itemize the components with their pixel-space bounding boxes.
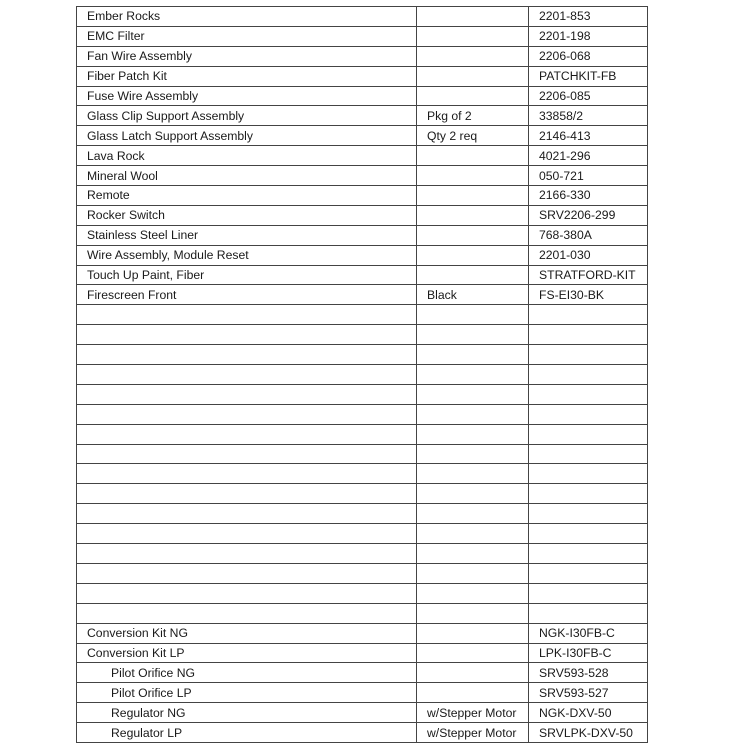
part-name-cell: Ember Rocks — [77, 7, 417, 27]
part-number-cell: FS-EI30-BK — [529, 285, 648, 305]
part-note-cell — [417, 683, 529, 703]
part-note-cell: w/Stepper Motor — [417, 723, 529, 743]
table-row — [77, 146, 648, 166]
table-row — [77, 444, 648, 464]
part-note-cell — [417, 484, 529, 504]
part-name-cell — [77, 484, 417, 504]
table-row — [77, 663, 648, 683]
part-number-cell: STRATFORD-KIT — [529, 265, 648, 285]
part-note-cell — [417, 205, 529, 225]
part-name-cell: Fan Wire Assembly — [77, 46, 417, 66]
table-row — [77, 245, 648, 265]
table-row — [77, 583, 648, 603]
table-row — [77, 603, 648, 623]
part-note-cell — [417, 66, 529, 86]
part-number-cell — [529, 365, 648, 385]
part-note-cell — [417, 643, 529, 663]
table-row — [77, 623, 648, 643]
part-name-cell — [77, 544, 417, 564]
part-name-cell — [77, 325, 417, 345]
part-note-cell — [417, 265, 529, 285]
table-row — [77, 166, 648, 186]
part-number-cell: SRV593-528 — [529, 663, 648, 683]
part-name-cell — [77, 524, 417, 544]
part-name-cell — [77, 464, 417, 484]
part-name-cell: Mineral Wool — [77, 166, 417, 186]
part-number-cell — [529, 305, 648, 325]
part-note-cell — [417, 166, 529, 186]
part-number-cell: NGK-I30FB-C — [529, 623, 648, 643]
part-name-cell — [77, 563, 417, 583]
table-row — [77, 563, 648, 583]
part-number-cell — [529, 583, 648, 603]
part-note-cell — [417, 623, 529, 643]
part-number-cell: LPK-I30FB-C — [529, 643, 648, 663]
part-number-cell: 2166-330 — [529, 186, 648, 206]
part-name-cell: Regulator NG — [77, 703, 417, 723]
table-row — [77, 404, 648, 424]
part-number-cell — [529, 563, 648, 583]
part-number-cell: 4021-296 — [529, 146, 648, 166]
part-note-cell: Pkg of 2 — [417, 106, 529, 126]
part-number-cell — [529, 325, 648, 345]
part-note-cell — [417, 305, 529, 325]
part-name-cell — [77, 424, 417, 444]
part-note-cell: w/Stepper Motor — [417, 703, 529, 723]
part-name-cell — [77, 504, 417, 524]
table-row — [77, 26, 648, 46]
part-name-cell — [77, 444, 417, 464]
table-row — [77, 424, 648, 444]
part-note-cell — [417, 563, 529, 583]
part-note-cell — [417, 345, 529, 365]
part-name-cell: Conversion Kit NG — [77, 623, 417, 643]
part-name-cell — [77, 384, 417, 404]
table-row — [77, 126, 648, 146]
part-name-cell: Conversion Kit LP — [77, 643, 417, 663]
part-number-cell — [529, 484, 648, 504]
table-row — [77, 683, 648, 703]
table-row — [77, 106, 648, 126]
part-note-cell — [417, 384, 529, 404]
part-name-cell: EMC Filter — [77, 26, 417, 46]
part-number-cell: PATCHKIT-FB — [529, 66, 648, 86]
part-note-cell — [417, 544, 529, 564]
part-number-cell: 050-721 — [529, 166, 648, 186]
part-name-cell: Glass Clip Support Assembly — [77, 106, 417, 126]
part-note-cell — [417, 365, 529, 385]
part-name-cell: Rocker Switch — [77, 205, 417, 225]
part-number-cell: 2201-853 — [529, 7, 648, 27]
part-name-cell: Regulator LP — [77, 723, 417, 743]
part-note-cell — [417, 424, 529, 444]
part-name-cell — [77, 404, 417, 424]
part-note-cell — [417, 7, 529, 27]
part-note-cell — [417, 186, 529, 206]
parts-table — [76, 6, 648, 743]
part-name-cell: Pilot Orifice NG — [77, 663, 417, 683]
part-note-cell: Qty 2 req — [417, 126, 529, 146]
part-name-cell: Remote — [77, 186, 417, 206]
part-number-cell: 768-380A — [529, 225, 648, 245]
part-name-cell: Lava Rock — [77, 146, 417, 166]
table-row — [77, 46, 648, 66]
part-name-cell — [77, 583, 417, 603]
part-number-cell — [529, 345, 648, 365]
parts-table-body — [77, 7, 648, 743]
part-name-cell: Fiber Patch Kit — [77, 66, 417, 86]
part-number-cell — [529, 603, 648, 623]
part-number-cell: 2206-068 — [529, 46, 648, 66]
part-number-cell: 2201-198 — [529, 26, 648, 46]
part-number-cell — [529, 444, 648, 464]
table-row — [77, 345, 648, 365]
part-number-cell — [529, 384, 648, 404]
part-name-cell — [77, 365, 417, 385]
part-number-cell — [529, 424, 648, 444]
part-number-cell — [529, 404, 648, 424]
part-note-cell — [417, 245, 529, 265]
table-row — [77, 225, 648, 245]
part-note-cell — [417, 464, 529, 484]
part-note-cell — [417, 26, 529, 46]
part-name-cell: Fuse Wire Assembly — [77, 86, 417, 106]
part-note-cell — [417, 325, 529, 345]
part-name-cell: Touch Up Paint, Fiber — [77, 265, 417, 285]
table-row — [77, 205, 648, 225]
part-note-cell — [417, 504, 529, 524]
table-row — [77, 464, 648, 484]
part-note-cell: Black — [417, 285, 529, 305]
table-row — [77, 265, 648, 285]
table-row — [77, 86, 648, 106]
table-row — [77, 484, 648, 504]
part-name-cell — [77, 603, 417, 623]
table-row — [77, 504, 648, 524]
part-name-cell: Wire Assembly, Module Reset — [77, 245, 417, 265]
part-number-cell — [529, 524, 648, 544]
part-note-cell — [417, 86, 529, 106]
part-note-cell — [417, 663, 529, 683]
part-name-cell: Firescreen Front — [77, 285, 417, 305]
table-row — [77, 643, 648, 663]
part-number-cell — [529, 544, 648, 564]
table-row — [77, 325, 648, 345]
table-row — [77, 365, 648, 385]
part-number-cell: SRV593-527 — [529, 683, 648, 703]
part-note-cell — [417, 404, 529, 424]
part-name-cell: Stainless Steel Liner — [77, 225, 417, 245]
table-row — [77, 186, 648, 206]
part-note-cell — [417, 603, 529, 623]
part-name-cell — [77, 305, 417, 325]
part-note-cell — [417, 524, 529, 544]
part-note-cell — [417, 146, 529, 166]
part-number-cell: 33858/2 — [529, 106, 648, 126]
part-name-cell: Glass Latch Support Assembly — [77, 126, 417, 146]
table-row — [77, 723, 648, 743]
table-row — [77, 285, 648, 305]
part-number-cell: 2201-030 — [529, 245, 648, 265]
part-number-cell: 2206-085 — [529, 86, 648, 106]
part-note-cell — [417, 583, 529, 603]
part-name-cell — [77, 345, 417, 365]
part-note-cell — [417, 444, 529, 464]
table-row — [77, 544, 648, 564]
part-number-cell: 2146-413 — [529, 126, 648, 146]
part-number-cell: SRVLPK-DXV-50 — [529, 723, 648, 743]
table-row — [77, 524, 648, 544]
part-name-cell: Pilot Orifice LP — [77, 683, 417, 703]
table-row — [77, 703, 648, 723]
table-row — [77, 305, 648, 325]
table-row — [77, 7, 648, 27]
part-number-cell: NGK-DXV-50 — [529, 703, 648, 723]
part-number-cell — [529, 504, 648, 524]
part-note-cell — [417, 46, 529, 66]
part-number-cell: SRV2206-299 — [529, 205, 648, 225]
table-row — [77, 66, 648, 86]
table-row — [77, 384, 648, 404]
part-number-cell — [529, 464, 648, 484]
part-note-cell — [417, 225, 529, 245]
